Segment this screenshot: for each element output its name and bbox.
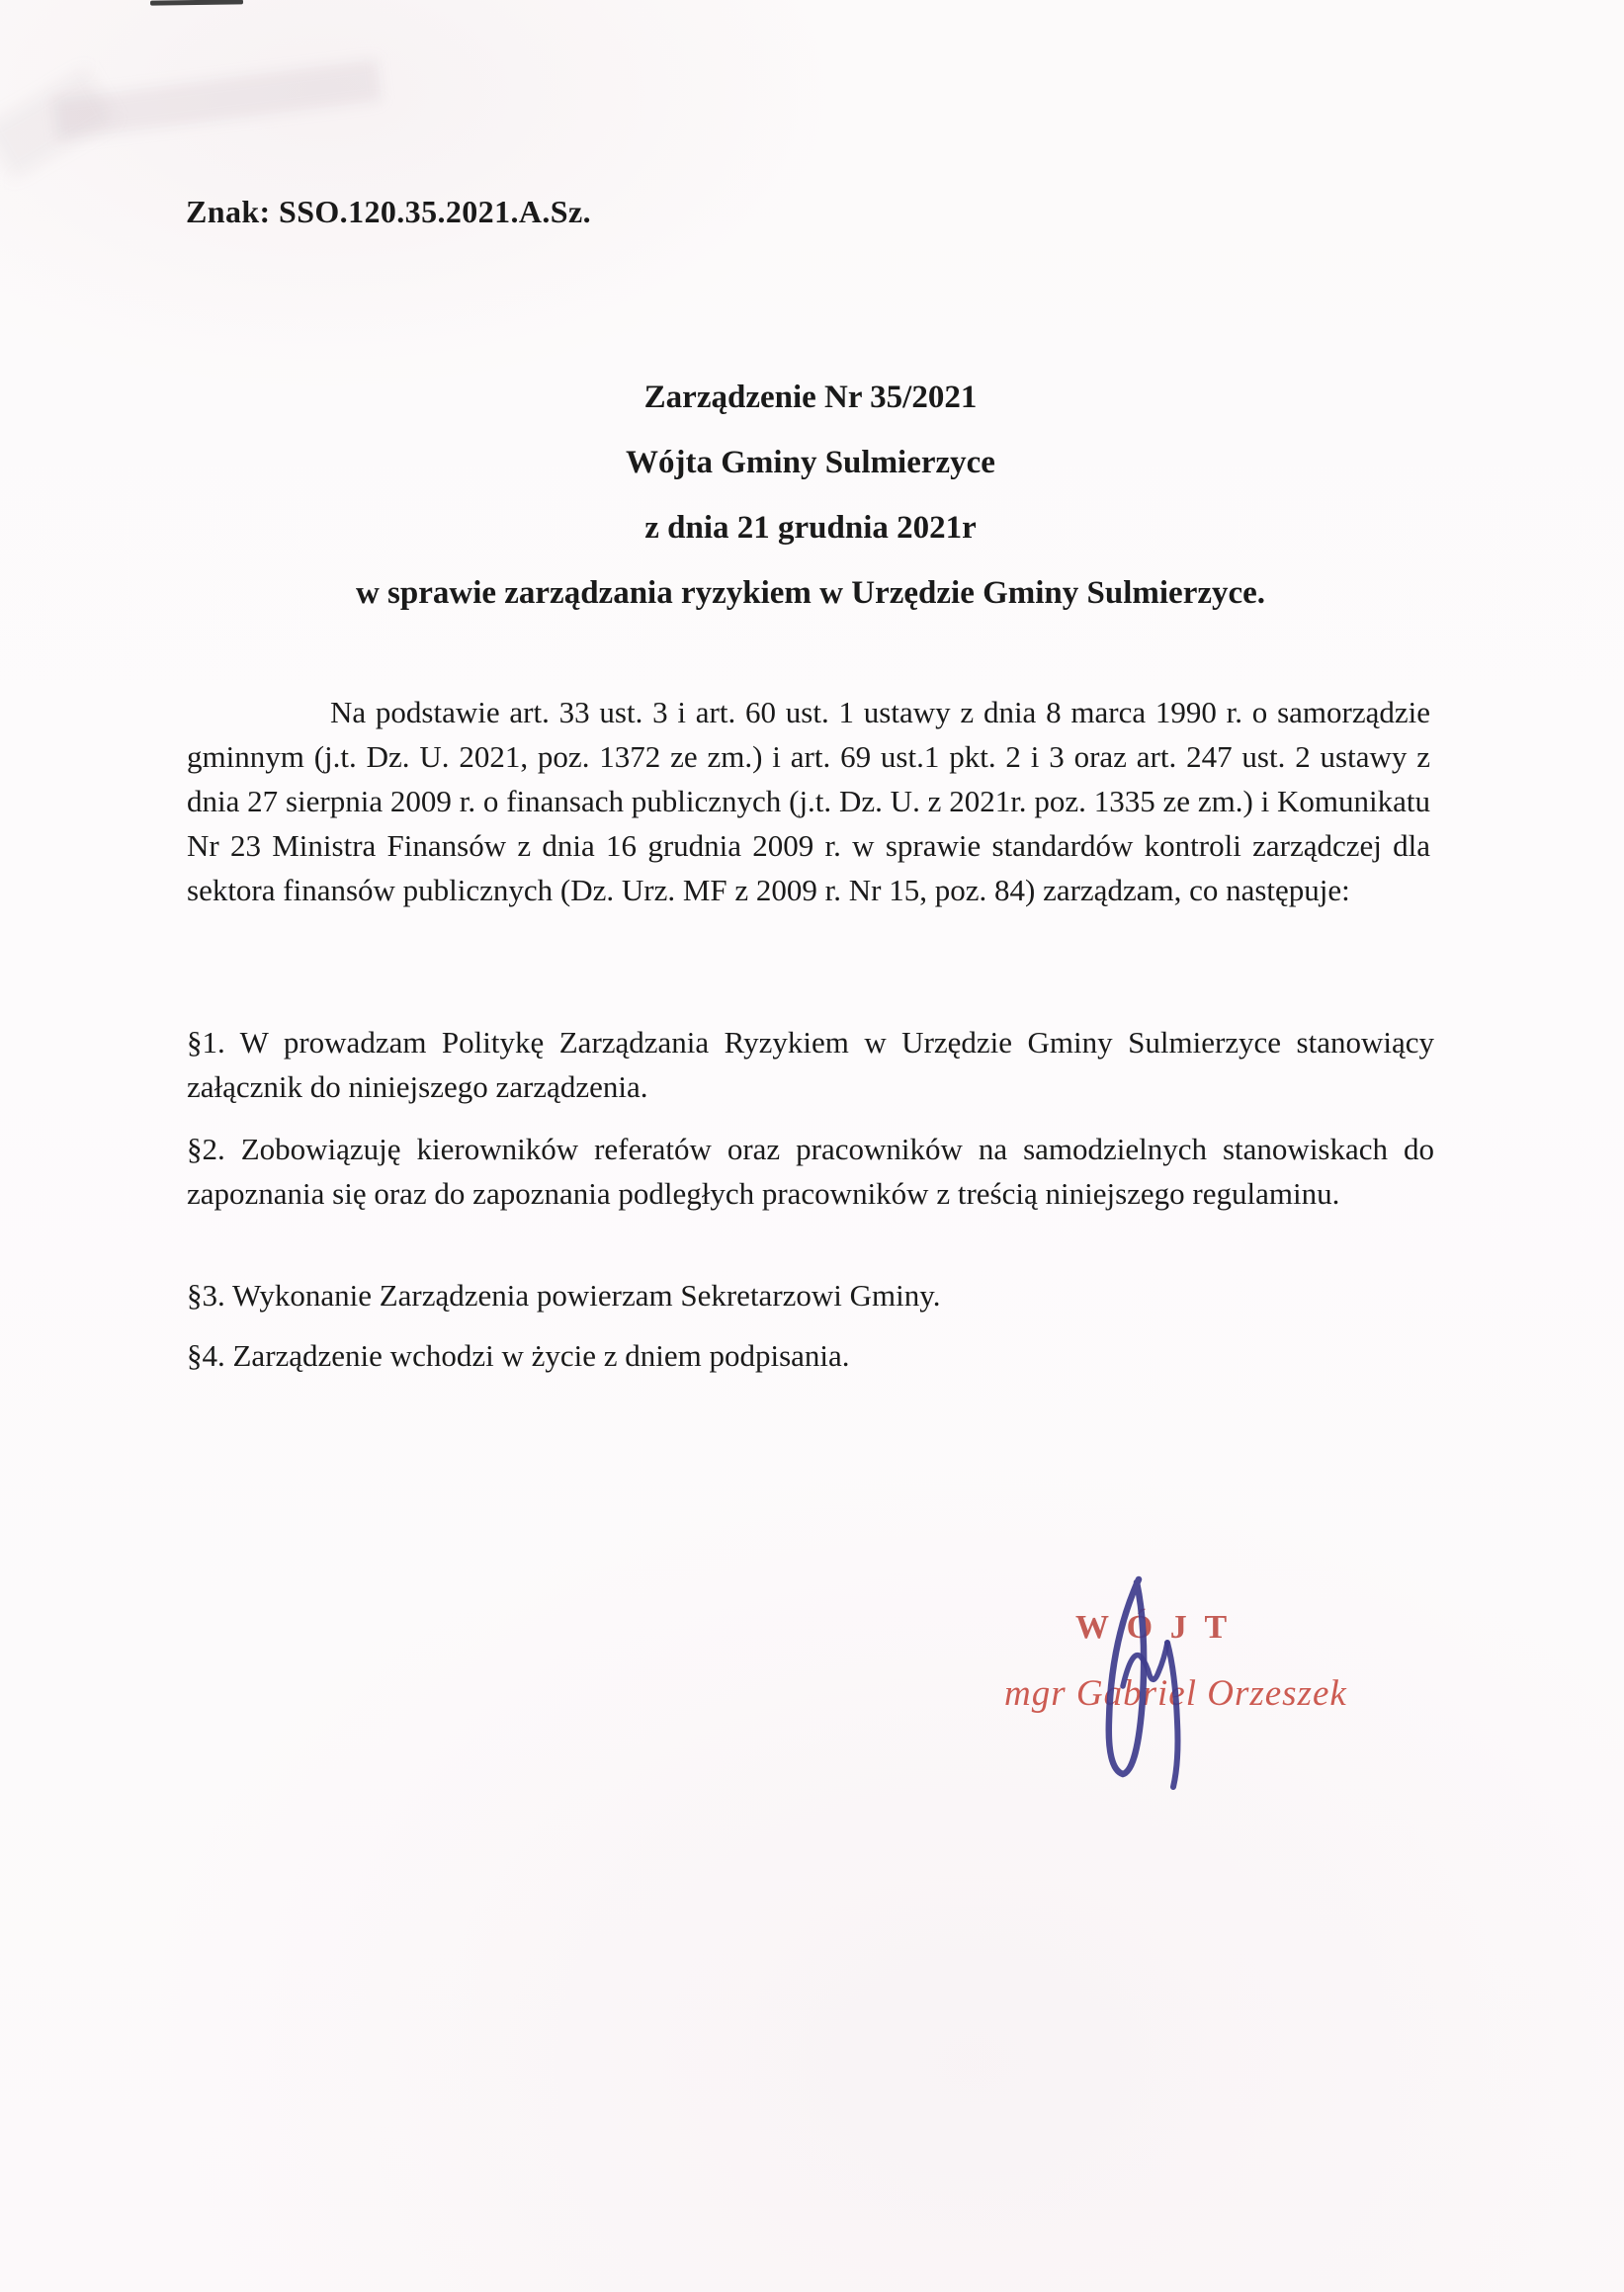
section-paragraph-4: §4. Zarządzenie wchodzi w życie z dniem podpisania. (187, 1338, 850, 1373)
section-paragraph-3: §3. Wykonanie Zarządzenia powierzam Sekretarzowi Gminy. (187, 1278, 941, 1313)
title-line-ordinance-number: Zarządzenie Nr 35/2021 (643, 380, 978, 415)
scan-artifact-bar (150, 0, 243, 6)
title-line-date: z dnia 21 grudnia 2021r (644, 510, 977, 546)
legal-preamble-paragraph: Na podstawie art. 33 ust. 3 i art. 60 ust. 1 ustawy z dnia 8 marca 1990 r. o samorządzie gminnym (j.t. Dz. U. 2021, poz. 1372 ze zm.) i art. 69 ust.1 pkt. 2 i 3 oraz art. 247 ust. 2 ustawy z dnia 27 sierpnia 2009 r. o finansach publicznych (j.t. Dz. U. z 2021r. poz. 1335 ze zm.) i Komunikatu Nr 23 Ministra Finansów z dnia 16 grudnia 2009 r. w sprawie standardów kontroli zarządczej dla sektora finansów publicznych (Dz. Urz. MF z 2009 r. Nr 15, poz. 84) zarządzam, co następuje: (187, 695, 1430, 907)
section-paragraph-1: §1. W prowadzam Politykę Zarządzania Ryzykiem w Urzędzie Gminy Sulmierzyce stanowiący załącznik do niniejszego zarządzenia. (187, 1025, 1434, 1104)
title-line-issuer: Wójta Gminy Sulmierzyce (626, 445, 995, 480)
mayor-stamp-name: mgr Gabriel Orzeszek (1004, 1673, 1347, 1714)
document-title-block (0, 382, 1621, 642)
mayor-stamp-title: WÓJT (1075, 1609, 1244, 1646)
section-paragraph-2: §2. Zobowiązuję kierowników referatów oraz pracowników na samodzielnych stanowiskach do zapoznania się oraz do zapoznania podległych pracowników z treścią niniejszego regulaminu. (187, 1132, 1434, 1211)
reference-number: Znak: SSO.120.35.2021.A.Sz. (186, 194, 591, 229)
title-line-subject: w sprawie zarządzania ryzykiem w Urzędzie Gminy Sulmierzyce. (355, 575, 1266, 611)
scan-artifact-smudge (0, 68, 116, 179)
